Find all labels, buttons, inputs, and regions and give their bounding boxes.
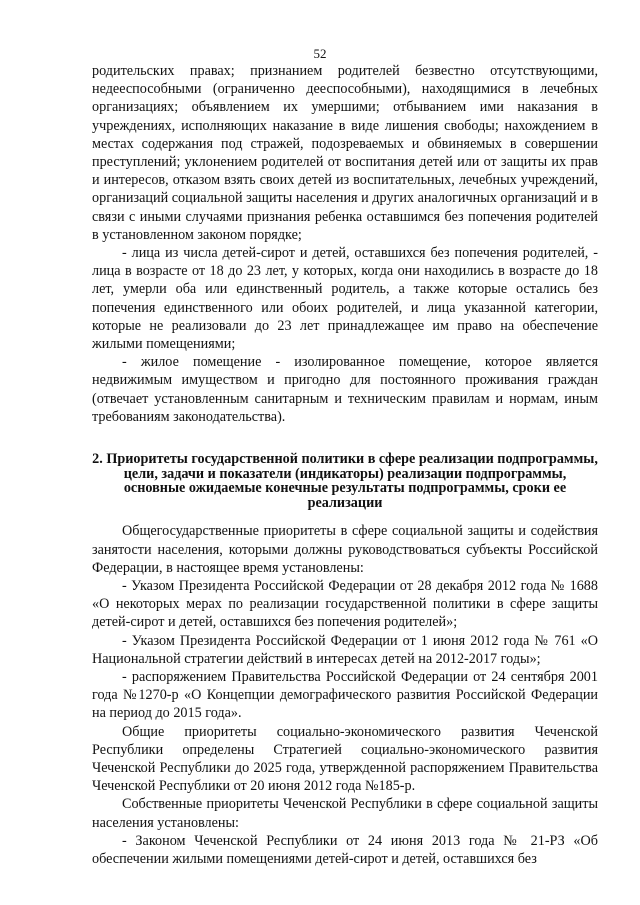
page-number: 52 — [313, 46, 327, 61]
list-item-order-1270: - распоряжением Правительства Российской Федерации от 24 сентября 2001 года №1270-р «О Концепции демографического развития Российской Федерации на период до 2015 года». — [92, 669, 598, 722]
paragraph-own-priorities: Собственные приоритеты Чеченской Республики в сфере социальной защиты населения установлены: — [92, 796, 598, 831]
paragraph-grounds-continuation: родительских правах; признанием родителей безвестно отсутствующими, недееспособными (ограниченно дееспособными), находящимися в лечебных организациях; объявлением их умершими; отбыванием ими наказания в учреждениях, исполняющих наказание в виде лишения свободы; нахождением в местах содержания под стражей, подозреваемых и обвиняемых в совершении преступлений; уклонением родителей от воспитания детей или от защиты их прав и интересов, отказом взять своих детей из воспитательных, лечебных учреждений, организаций социальной защиты населения и других аналогичных организаций и в связи с иными случаями признания ребенка оставшимся без попечения родителей в установленном законом порядке; — [92, 63, 598, 243]
list-item-law-21-rz: - Законом Чеченской Республики от 24 июня 2013 года № 21-РЗ «Об обеспечении жилыми помещениями детей-сирот и детей, оставшихся без — [92, 832, 598, 868]
paragraph-definition-persons: - лица из числа детей-сирот и детей, оставшихся без попечения родителей, - лица в возрасте от 18 до 23 лет, у которых, когда они находились в возрасте до 18 лет, умерли оба или единственный родитель, а также которые остались без попечения единственного или обоих родителей, и лица указанной категории, которые не реализовали до 23 лет принадлежащее им право на обеспечение жилыми помещениями; — [92, 245, 598, 353]
list-item-decree-1688: - Указом Президента Российской Федерации от 28 декабря 2012 года № 1688 «О некоторых мерах по реализации государственной политики в сфере защиты детей-сирот и детей, оставшихся без попечения родителей»; — [92, 578, 598, 631]
paragraph-federal-priorities: Общегосударственные приоритеты в сфере социальной защиты и содействия занятости населения, которыми должны руководствоваться субъекты Российской Федерации, в настоящее время установлены: — [92, 523, 598, 576]
paragraph-general-priorities: Общие приоритеты социально-экономического развития Чеченской Республики определены Стратегией социально-экономического развития Чеченской Республики до 2025 года, утвержденной распоряжением Правительства Чеченской Республики от 20 июня 2012 года №185-р. — [92, 723, 598, 795]
document-body — [92, 62, 598, 868]
paragraph-definition-housing: - жилое помещение - изолированное помещение, которое является недвижимым имуществом и пригодно для постоянного проживания граждан (отвечает установленным санитарным и техническим правилам и нормам, иным требованиям законодательства). — [92, 354, 598, 425]
section-heading: 2. Приоритеты государственной политики в сфере реализации подпрограммы, цели, задачи и показатели (индикаторы) реализации подпрограммы, основные ожидаемые конечные результаты подпрограммы, сроки ее реализации — [92, 451, 598, 511]
list-item-decree-761: - Указом Президента Российской Федерации от 1 июня 2012 года № 761 «О Национальной стратегии действий в интересах детей на 2012-2017 годы»; — [92, 632, 598, 667]
